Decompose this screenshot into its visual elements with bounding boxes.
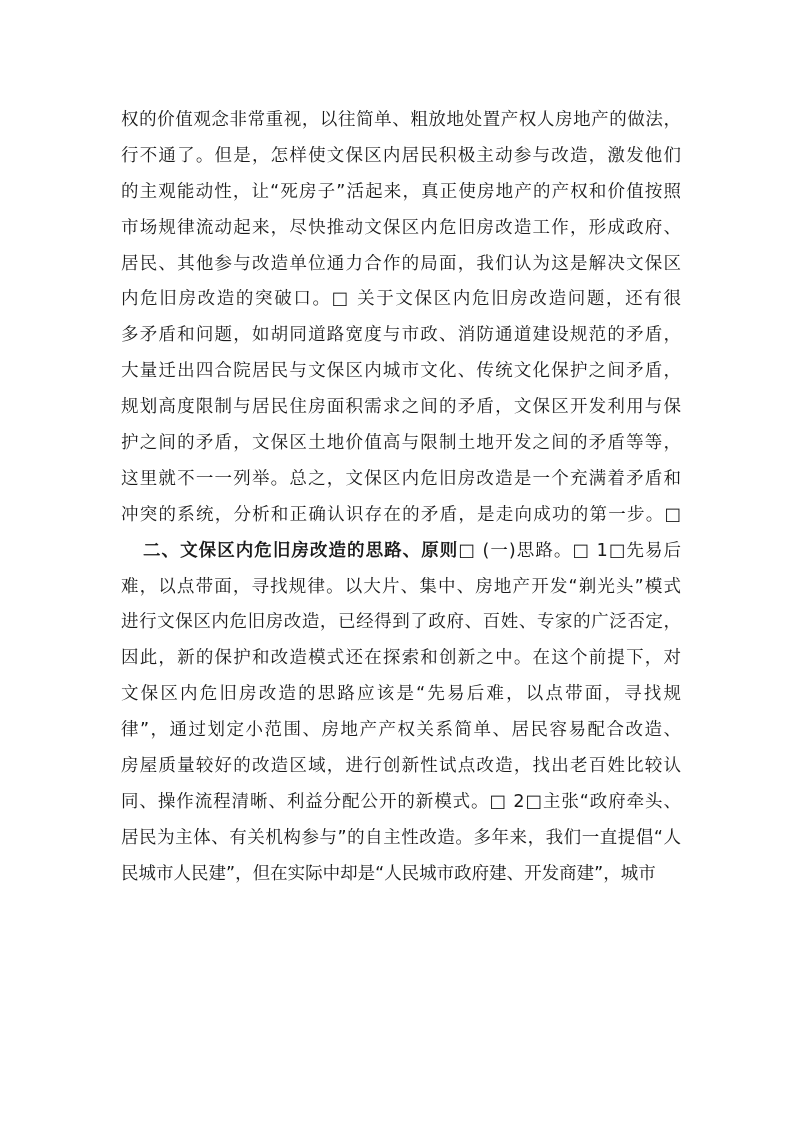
- text-line: 规划高度限制与居民住房面积需求之间的矛盾，文保区开发利用与保: [121, 397, 681, 418]
- text-line: 房屋质量较好的改造区域，进行创新性试点改造，找出老百姓比较认: [121, 756, 681, 777]
- section-heading: 二、文保区内危旧房改造的思路、原则: [143, 540, 459, 561]
- text-line: 难，以点带面，寻找规律。以大片、集中、房地产开发“剃光头”模式: [121, 576, 681, 597]
- text-line: 大量迁出四合院居民与文保区内城市文化、传统文化保护之间矛盾，: [121, 361, 681, 382]
- text-line: 冲突的系统，分析和正确认识存在的矛盾，是走向成功的第一步。□: [121, 504, 681, 525]
- text-line: 行不通了。但是，怎样使文保区内居民积极主动参与改造，激发他们: [121, 145, 681, 166]
- text-line: 进行文保区内危旧房改造，已经得到了政府、百姓、专家的广泛否定，: [121, 612, 681, 633]
- text-line: 护之间的矛盾，文保区土地价值高与限制土地开发之间的矛盾等等，: [121, 433, 681, 454]
- text-line: 多矛盾和问题，如胡同道路宽度与市政、消防通道建设规范的矛盾，: [121, 325, 681, 346]
- text-line: 的主观能动性，让“死房子”活起来，真正使房地产的产权和价值按照: [121, 181, 681, 202]
- text-line: 权的价值观念非常重视，以往简单、粗放地处置产权人房地产的做法，: [121, 110, 681, 130]
- section-heading-line: [121, 534, 681, 570]
- text-line: 市场规律流动起来，尽快推动文保区内危旧房改造工作，形成政府、: [121, 217, 681, 238]
- text-line: 居民为主体、有关机构参与”的自主性改造。多年来，我们一直提倡“人: [121, 827, 681, 848]
- section-heading-tail: □ (一)思路。□ 1□先易后: [458, 540, 681, 561]
- text-line: 民城市人民建”，但在实际中却是“人民城市政府建、开发商建”，城市: [121, 863, 656, 884]
- text-line: 因此，新的保护和改造模式还在探索和创新之中。在这个前提下，对: [121, 648, 681, 669]
- text-line: 同、操作流程清晰、利益分配公开的新模式。□ 2□主张“政府牵头、: [121, 791, 681, 812]
- text-line: 文保区内危旧房改造的思路应该是“先易后难，以点带面，寻找规: [121, 684, 681, 705]
- text-line: 居民、其他参与改造单位通力合作的局面，我们认为这是解决文保区: [121, 253, 681, 274]
- text-line: 律”，通过划定小范围、房地产产权关系简单、居民容易配合改造、: [121, 720, 681, 741]
- document-body: [121, 103, 681, 893]
- text-line: 这里就不一一列举。总之，文保区内危旧房改造是一个充满着矛盾和: [121, 468, 681, 489]
- text-line: 内危旧房改造的突破口。□ 关于文保区内危旧房改造问题，还有很: [121, 289, 681, 310]
